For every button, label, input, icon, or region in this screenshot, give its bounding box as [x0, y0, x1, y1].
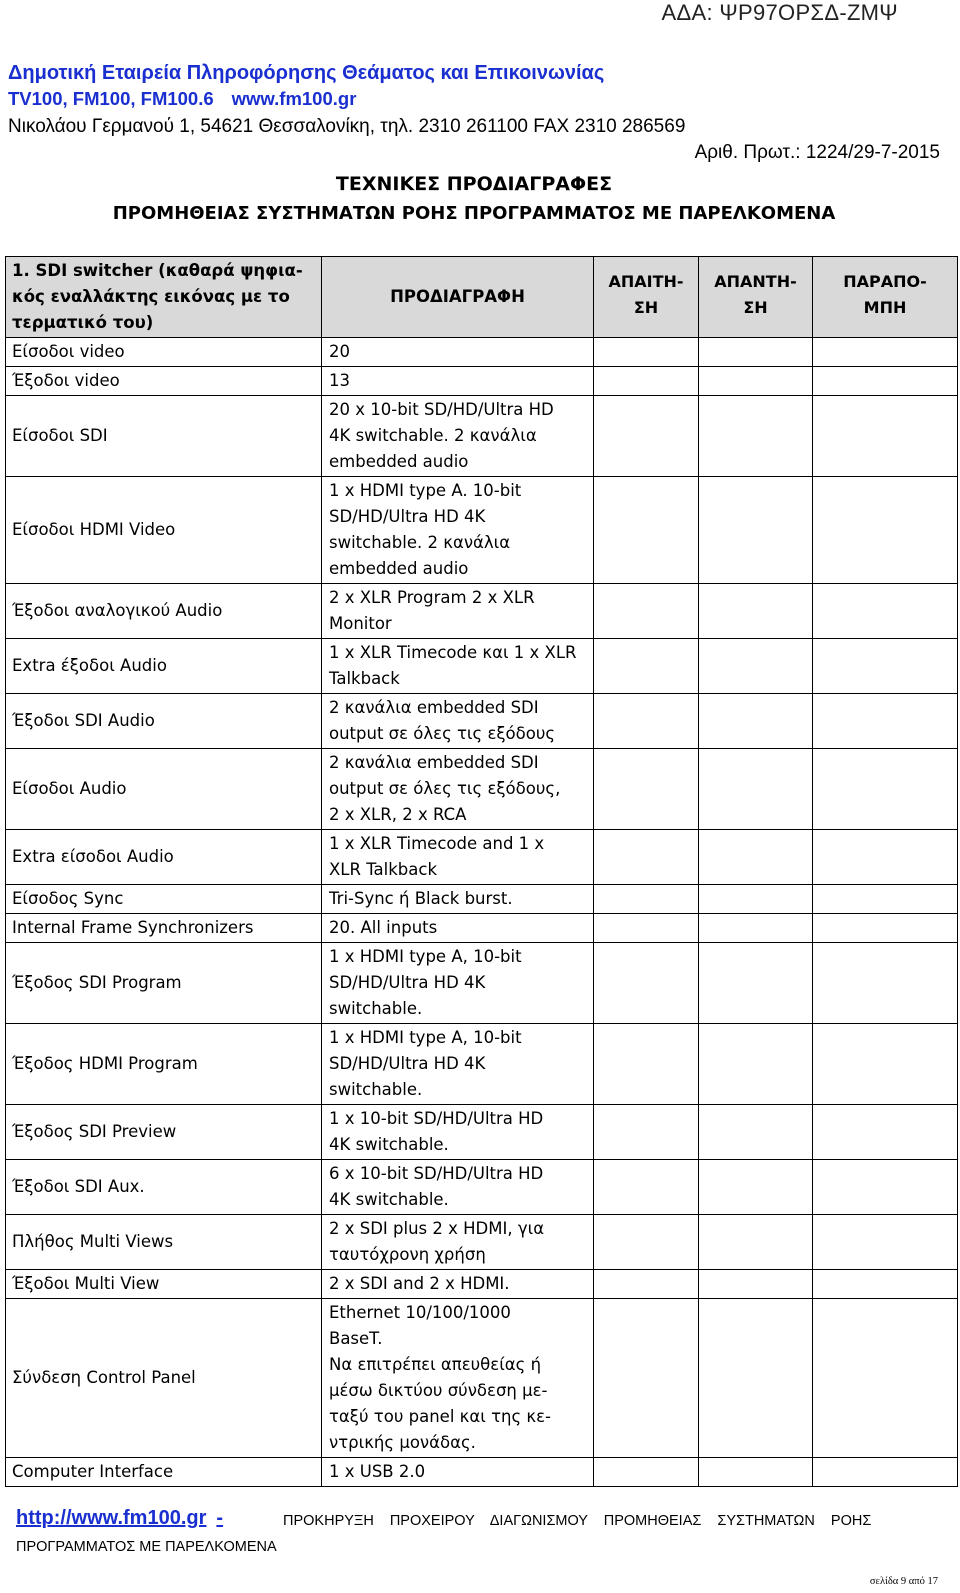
row-requirement [594, 830, 699, 885]
footer-text-line1: ΠΡΟΚΗΡΥΞΗ ΠΡΟΧΕΙΡΟΥ ΔΙΑΓΩΝΙΣΜΟΥ ΠΡΟΜΗΘΕΙΑΣ ΣΥΣΤΗΜΑΤΩΝ ΡΟΗΣ [283, 1513, 872, 1529]
page-number: σελίδα 9 από 17 [869, 1576, 938, 1587]
row-spec: 2 x SDI plus 2 x HDMI, για ταυτόχρονη χρήση [322, 1215, 594, 1270]
row-spec: 2 x SDI and 2 x HDMI. [322, 1270, 594, 1299]
row-answer [699, 749, 813, 830]
row-requirement [594, 1458, 699, 1487]
row-label: Έξοδοι SDI Audio [6, 694, 322, 749]
row-requirement [594, 885, 699, 914]
row-spec: 1 x HDMI type A. 10-bit SD/HD/Ultra HD 4K switchable. 2 κανάλια embedded audio [322, 477, 594, 584]
row-label: Internal Frame Synchronizers [6, 914, 322, 943]
row-reference [813, 830, 958, 885]
row-reference [813, 1215, 958, 1270]
table-row [6, 1270, 958, 1299]
table-row [6, 1215, 958, 1270]
row-spec: 2 κανάλια embedded SDI output σε όλες τις εξόδους [322, 694, 594, 749]
footer-url[interactable]: http://www.fm100.gr [16, 1507, 207, 1529]
row-answer [699, 914, 813, 943]
row-reference [813, 477, 958, 584]
table-row [6, 477, 958, 584]
row-label: Computer Interface [6, 1458, 322, 1487]
row-requirement [594, 1160, 699, 1215]
row-requirement [594, 477, 699, 584]
row-requirement [594, 914, 699, 943]
row-requirement [594, 943, 699, 1024]
row-reference [813, 367, 958, 396]
spec-table-body [6, 338, 958, 1487]
row-answer [699, 694, 813, 749]
footer-text-line2: ΠΡΟΓΡΑΜΜΑΤΟΣ ΜΕ ΠΑΡΕΛΚΟΜΕΝΑ [16, 1539, 277, 1555]
row-reference [813, 1024, 958, 1105]
row-answer [699, 1270, 813, 1299]
row-label: Είσοδοι Audio [6, 749, 322, 830]
row-spec: 1 x XLR Timecode και 1 x XLR Talkback [322, 639, 594, 694]
row-spec: 6 x 10-bit SD/HD/Ultra HD 4K switchable. [322, 1160, 594, 1215]
row-answer [699, 584, 813, 639]
address: Νικολάου Γερμανού 1, 54621 Θεσσαλονίκη, τηλ. 2310 261100 FAX 2310 286569 [8, 116, 686, 137]
row-label: Είσοδοι HDMI Video [6, 477, 322, 584]
table-row [6, 1160, 958, 1215]
header-reference: ΠΑΡΑΠΟ- ΜΠΗ [813, 257, 958, 338]
row-reference [813, 1160, 958, 1215]
row-label: Extra είσοδοι Audio [6, 830, 322, 885]
row-spec: 20 x 10-bit SD/HD/Ultra HD 4K switchable. 2 κανάλια embedded audio [322, 396, 594, 477]
row-requirement [594, 694, 699, 749]
row-label: Είσοδος Sync [6, 885, 322, 914]
row-requirement [594, 1024, 699, 1105]
table-row [6, 1105, 958, 1160]
table-row [6, 943, 958, 1024]
row-reference [813, 1270, 958, 1299]
table-row [6, 639, 958, 694]
row-label: Έξοδος SDI Program [6, 943, 322, 1024]
row-requirement [594, 1105, 699, 1160]
row-spec: 2 κανάλια embedded SDI output σε όλες τις εξόδους, 2 x XLR, 2 x RCA [322, 749, 594, 830]
row-answer [699, 1299, 813, 1458]
row-reference [813, 584, 958, 639]
table-row [6, 1299, 958, 1458]
spec-table [5, 256, 958, 1487]
header-item: 1. SDI switcher (καθαρά ψηφια- κός εναλλάκτης εικόνας με το τερματικό του) [6, 257, 322, 338]
row-reference [813, 694, 958, 749]
table-row [6, 1458, 958, 1487]
document-title: ΤΕΧΝΙΚΕΣ ΠΡΟΔΙΑΓΡΑΦΕΣ [335, 173, 613, 195]
website-text[interactable]: www.fm100.gr [231, 88, 357, 109]
row-answer [699, 639, 813, 694]
table-row [6, 396, 958, 477]
header-answer: ΑΠΑΝΤΗ- ΣΗ [699, 257, 813, 338]
row-answer [699, 1024, 813, 1105]
table-row [6, 584, 958, 639]
row-spec: 2 x XLR Program 2 x XLR Monitor [322, 584, 594, 639]
footer-dash: - [216, 1507, 224, 1529]
row-requirement [594, 338, 699, 367]
row-reference [813, 943, 958, 1024]
table-row [6, 749, 958, 830]
row-answer [699, 1215, 813, 1270]
row-spec: 1 x USB 2.0 [322, 1458, 594, 1487]
stations: TV100, FM100, FM100.6 [8, 88, 214, 109]
table-row [6, 914, 958, 943]
row-spec: Ethernet 10/100/1000 BaseT. Να επιτρέπει απευθείας ή μέσω δικτύου σύνδεση με- ταξύ του panel και της κε- ντρικής μονάδας. [322, 1299, 594, 1458]
row-label: Σύνδεση Control Panel [6, 1299, 322, 1458]
row-spec: 20. All inputs [322, 914, 594, 943]
row-requirement [594, 367, 699, 396]
row-spec: Tri-Sync ή Black burst. [322, 885, 594, 914]
row-requirement [594, 749, 699, 830]
row-spec: 13 [322, 367, 594, 396]
row-label: Έξοδοι video [6, 367, 322, 396]
table-row [6, 338, 958, 367]
row-requirement [594, 396, 699, 477]
row-answer [699, 885, 813, 914]
ada-code: ΑΔΑ: ΨΡ97ΟΡΣΔ-ΖΜΨ [661, 0, 898, 25]
row-label: Πλήθος Multi Views [6, 1215, 322, 1270]
row-answer [699, 1160, 813, 1215]
protocol-number: Αριθ. Πρωτ.: 1224/29-7-2015 [694, 142, 940, 163]
row-spec: 1 x 10-bit SD/HD/Ultra HD 4K switchable. [322, 1105, 594, 1160]
row-spec: 1 x HDMI type A, 10-bit SD/HD/Ultra HD 4K switchable. [322, 943, 594, 1024]
row-label: Είσοδοι video [6, 338, 322, 367]
row-label: Έξοδος HDMI Program [6, 1024, 322, 1105]
table-row [6, 367, 958, 396]
row-answer [699, 367, 813, 396]
row-requirement [594, 1270, 699, 1299]
row-spec: 20 [322, 338, 594, 367]
row-reference [813, 749, 958, 830]
row-label: Extra έξοδοι Audio [6, 639, 322, 694]
row-answer [699, 338, 813, 367]
row-reference [813, 396, 958, 477]
row-answer [699, 396, 813, 477]
document-subtitle: ΠΡΟΜΗΘΕΙΑΣ ΣΥΣΤΗΜΑΤΩΝ ΡΟΗΣ ΠΡΟΓΡΑΜΜΑΤΟΣ ΜΕ ΠΑΡΕΛΚΟΜΕΝΑ [112, 203, 836, 224]
row-requirement [594, 1299, 699, 1458]
row-answer [699, 943, 813, 1024]
row-reference [813, 639, 958, 694]
row-answer [699, 477, 813, 584]
row-label: Έξοδοι Multi View [6, 1270, 322, 1299]
row-reference [813, 885, 958, 914]
row-reference [813, 1105, 958, 1160]
row-answer [699, 1458, 813, 1487]
stations-line [8, 88, 356, 110]
row-spec: 1 x HDMI type A, 10-bit SD/HD/Ultra HD 4K switchable. [322, 1024, 594, 1105]
row-requirement [594, 584, 699, 639]
table-row [6, 830, 958, 885]
row-label: Είσοδοι SDI [6, 396, 322, 477]
row-reference [813, 338, 958, 367]
header-spec: ΠΡΟΔΙΑΓΡΑΦΗ [322, 257, 594, 338]
header-requirement: ΑΠΑΙΤΗ- ΣΗ [594, 257, 699, 338]
organization-name: Δημοτική Εταιρεία Πληροφόρησης Θεάματος και Επικοινωνίας [8, 62, 605, 84]
table-row [6, 1024, 958, 1105]
row-spec: 1 x XLR Timecode and 1 x XLR Talkback [322, 830, 594, 885]
table-row [6, 694, 958, 749]
row-label: Έξοδος SDI Preview [6, 1105, 322, 1160]
row-answer [699, 830, 813, 885]
footer-link[interactable] [16, 1507, 223, 1530]
row-reference [813, 1458, 958, 1487]
table-row [6, 885, 958, 914]
row-reference [813, 1299, 958, 1458]
row-requirement [594, 1215, 699, 1270]
row-reference [813, 914, 958, 943]
row-answer [699, 1105, 813, 1160]
table-header-row [6, 257, 958, 338]
row-label: Έξοδοι αναλογικού Audio [6, 584, 322, 639]
row-requirement [594, 639, 699, 694]
row-label: Έξοδοι SDI Aux. [6, 1160, 322, 1215]
